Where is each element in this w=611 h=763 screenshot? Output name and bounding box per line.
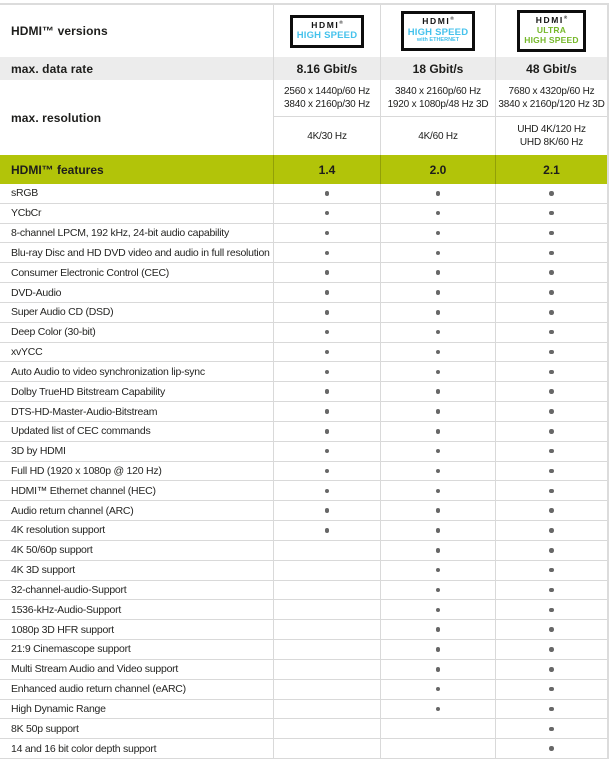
- support-dot-icon: [436, 667, 441, 672]
- hdmi-wordmark: HDMI®: [422, 16, 454, 27]
- support-cell: [380, 362, 495, 381]
- feature-label: Full HD (1920 x 1080p @ 120 Hz): [11, 465, 162, 477]
- support-cell: [380, 739, 495, 758]
- support-dot-icon: [436, 647, 441, 652]
- support-dot-icon: [549, 727, 554, 732]
- versions-row: [0, 5, 607, 57]
- feature-row: [0, 719, 607, 739]
- support-cell: [273, 620, 380, 639]
- feature-row: [0, 402, 607, 422]
- feature-label: Super Audio CD (DSD): [11, 306, 114, 319]
- support-dot-icon: [549, 667, 554, 672]
- feature-row: [0, 204, 607, 224]
- support-dot-icon: [549, 548, 554, 553]
- features-header-row: [0, 155, 607, 184]
- support-dot-icon: [436, 211, 441, 216]
- feature-label: DVD-Audio: [11, 286, 62, 299]
- support-cell: [380, 442, 495, 461]
- feature-label: DTS-HD-Master-Audio-Bitstream: [11, 405, 158, 418]
- feature-label: 1080p 3D HFR support: [11, 623, 114, 636]
- support-dot-icon: [436, 627, 441, 632]
- feature-label: 4K resolution support: [11, 524, 105, 537]
- feature-row: [0, 640, 607, 660]
- feature-row: [0, 243, 607, 263]
- support-dot-icon: [549, 310, 554, 315]
- support-dot-icon: [549, 568, 554, 573]
- badge-line: HIGH SPEED: [407, 26, 469, 38]
- support-cell: [273, 263, 380, 282]
- support-dot-icon: [549, 231, 554, 236]
- support-cell: [380, 462, 495, 481]
- support-dot-icon: [549, 370, 554, 375]
- feature-label: Deep Color (30-bit): [11, 326, 96, 339]
- support-dot-icon: [436, 568, 441, 573]
- support-dot-icon: [436, 251, 441, 256]
- support-cell: [495, 243, 607, 262]
- support-cell: [273, 640, 380, 659]
- support-cell: [495, 620, 607, 639]
- resolution-row: [0, 80, 607, 155]
- support-cell: [380, 224, 495, 243]
- support-cell: [380, 620, 495, 639]
- support-dot-icon: [549, 211, 554, 216]
- resolution-value: 4K/30 Hz: [273, 117, 380, 155]
- support-cell: [495, 719, 607, 738]
- feature-label: Updated list of CEC commands: [11, 425, 151, 438]
- support-dot-icon: [325, 270, 330, 275]
- feature-row: [0, 481, 607, 501]
- feature-row: [0, 541, 607, 561]
- support-dot-icon: [325, 449, 330, 454]
- data-rate-label: max. data rate: [11, 61, 94, 76]
- feature-label: xvYCC: [11, 346, 43, 359]
- support-cell: [495, 382, 607, 401]
- feature-row: [0, 382, 607, 402]
- feature-label: Audio return channel (ARC): [11, 504, 134, 517]
- feature-label: 4K 50/60p support: [11, 544, 93, 557]
- feature-label: 1536-kHz-Audio-Support: [11, 603, 122, 616]
- support-cell: [495, 640, 607, 659]
- support-cell: [495, 660, 607, 679]
- support-cell: [380, 561, 495, 580]
- resolution-value: 4K/60 Hz: [380, 117, 495, 155]
- support-cell: [495, 700, 607, 719]
- support-dot-icon: [549, 449, 554, 454]
- support-dot-icon: [436, 310, 441, 315]
- feature-row: [0, 303, 607, 323]
- feature-row: [0, 561, 607, 581]
- feature-row: [0, 224, 607, 244]
- support-dot-icon: [325, 251, 330, 256]
- hdmi-wordmark: HDMI®: [535, 15, 568, 26]
- support-cell: [495, 541, 607, 560]
- support-dot-icon: [549, 350, 554, 355]
- hdmi-high-speed-ethernet-logo-icon: [401, 11, 476, 51]
- support-cell: [273, 303, 380, 322]
- badge-line: HIGH SPEED: [296, 30, 358, 41]
- support-cell: [380, 581, 495, 600]
- support-cell: [273, 700, 380, 719]
- support-dot-icon: [549, 687, 554, 692]
- support-dot-icon: [436, 290, 441, 295]
- support-cell: [273, 680, 380, 699]
- support-cell: [495, 600, 607, 619]
- support-cell: [380, 521, 495, 540]
- support-cell: [273, 422, 380, 441]
- version-number: 2.0: [380, 155, 495, 184]
- support-cell: [380, 343, 495, 362]
- resolution-value: UHD 4K/120 Hz UHD 8K/60 Hz: [495, 117, 607, 155]
- support-dot-icon: [325, 330, 330, 335]
- support-dot-icon: [549, 330, 554, 335]
- hdmi-high-speed-logo-icon: [290, 15, 365, 48]
- features-header-label: HDMI™ features: [11, 162, 104, 177]
- support-cell: [495, 362, 607, 381]
- support-cell: [495, 481, 607, 500]
- support-cell: [380, 680, 495, 699]
- feature-row: [0, 600, 607, 620]
- hdmi-comparison-table: [0, 3, 609, 759]
- support-dot-icon: [436, 588, 441, 593]
- support-cell: [273, 600, 380, 619]
- support-cell: [380, 303, 495, 322]
- support-cell: [495, 224, 607, 243]
- support-cell: [495, 521, 607, 540]
- support-cell: [273, 243, 380, 262]
- support-dot-icon: [549, 429, 554, 434]
- data-rate-row: [0, 57, 607, 80]
- support-dot-icon: [436, 231, 441, 236]
- versions-cell-3: [495, 5, 607, 57]
- feature-label: Consumer Electronic Control (CEC): [11, 266, 170, 279]
- support-dot-icon: [549, 627, 554, 632]
- support-dot-icon: [325, 231, 330, 236]
- support-dot-icon: [436, 608, 441, 613]
- badge-subline: with ETHERNET: [416, 37, 460, 44]
- badge-line: HIGH SPEED: [524, 35, 579, 46]
- support-dot-icon: [549, 489, 554, 494]
- support-cell: [495, 343, 607, 362]
- support-dot-icon: [549, 270, 554, 275]
- feature-label: Dolby TrueHD Bitstream Capability: [11, 385, 165, 398]
- feature-row: [0, 263, 607, 283]
- support-cell: [380, 382, 495, 401]
- feature-label: 21:9 Cinemascope support: [11, 643, 131, 656]
- feature-label: Multi Stream Audio and Video support: [11, 663, 179, 676]
- support-cell: [380, 640, 495, 659]
- support-cell: [495, 283, 607, 302]
- support-cell: [273, 382, 380, 401]
- support-dot-icon: [549, 409, 554, 414]
- support-dot-icon: [549, 707, 554, 712]
- support-dot-icon: [436, 489, 441, 494]
- feature-row: [0, 521, 607, 541]
- support-dot-icon: [325, 370, 330, 375]
- support-cell: [273, 283, 380, 302]
- feature-row: [0, 581, 607, 601]
- support-dot-icon: [325, 211, 330, 216]
- support-cell: [380, 501, 495, 520]
- feature-label: 4K 3D support: [11, 564, 75, 577]
- resolution-label: max. resolution: [11, 110, 102, 125]
- support-dot-icon: [325, 528, 330, 533]
- feature-row: [0, 422, 607, 442]
- support-dot-icon: [549, 290, 554, 295]
- support-dot-icon: [325, 489, 330, 494]
- support-dot-icon: [436, 330, 441, 335]
- versions-cell-1: [273, 5, 380, 57]
- support-dot-icon: [325, 389, 330, 394]
- support-cell: [380, 700, 495, 719]
- support-dot-icon: [436, 191, 441, 196]
- feature-label: HDMI™ Ethernet channel (HEC): [11, 484, 156, 497]
- resolution-value: 3840 x 2160p/60 Hz 1920 x 1080p/48 Hz 3D: [380, 80, 495, 117]
- feature-row: [0, 184, 607, 204]
- support-dot-icon: [549, 508, 554, 513]
- feature-row: [0, 462, 607, 482]
- support-cell: [273, 204, 380, 223]
- support-cell: [273, 224, 380, 243]
- hdmi-ultra-high-speed-logo-icon: [517, 10, 585, 52]
- support-cell: [273, 442, 380, 461]
- version-number: 2.1: [495, 155, 607, 184]
- support-dot-icon: [549, 746, 554, 751]
- support-cell: [273, 481, 380, 500]
- support-cell: [273, 660, 380, 679]
- support-dot-icon: [436, 370, 441, 375]
- support-cell: [273, 184, 380, 203]
- support-cell: [273, 581, 380, 600]
- support-cell: [273, 521, 380, 540]
- support-dot-icon: [436, 409, 441, 414]
- feature-label: 8K 50p support: [11, 722, 79, 735]
- support-cell: [380, 184, 495, 203]
- support-cell: [273, 323, 380, 342]
- support-cell: [273, 362, 380, 381]
- data-rate-value: 48 Gbit/s: [495, 57, 607, 80]
- support-dot-icon: [436, 508, 441, 513]
- support-cell: [273, 402, 380, 421]
- support-dot-icon: [325, 191, 330, 196]
- features-body: [0, 184, 607, 759]
- version-number: 1.4: [273, 155, 380, 184]
- resolution-value: 7680 x 4320p/60 Hz 3840 x 2160p/120 Hz 3D: [495, 80, 607, 117]
- support-cell: [380, 481, 495, 500]
- support-cell: [380, 660, 495, 679]
- feature-row: [0, 700, 607, 720]
- support-dot-icon: [549, 528, 554, 533]
- support-dot-icon: [325, 508, 330, 513]
- support-cell: [380, 263, 495, 282]
- support-dot-icon: [325, 409, 330, 414]
- support-dot-icon: [436, 469, 441, 474]
- support-cell: [273, 561, 380, 580]
- resolution-value: 2560 x 1440p/60 Hz 3840 x 2160p/30 Hz: [273, 80, 380, 117]
- resolution-grid: [273, 80, 607, 155]
- feature-label: Auto Audio to video synchronization lip-sync: [11, 365, 205, 378]
- feature-row: [0, 283, 607, 303]
- feature-row: [0, 680, 607, 700]
- feature-label: 3D by HDMI: [11, 445, 66, 458]
- support-cell: [273, 541, 380, 560]
- support-cell: [380, 243, 495, 262]
- feature-label: 32-channel-audio-Support: [11, 583, 127, 596]
- support-dot-icon: [436, 528, 441, 533]
- support-cell: [495, 501, 607, 520]
- feature-row: [0, 501, 607, 521]
- feature-row: [0, 442, 607, 462]
- feature-label: Blu-ray Disc and HD DVD video and audio in full resolution: [11, 246, 270, 259]
- support-cell: [380, 323, 495, 342]
- support-cell: [495, 204, 607, 223]
- versions-label: HDMI™ versions: [11, 24, 108, 38]
- support-cell: [495, 402, 607, 421]
- data-rate-value: 18 Gbit/s: [380, 57, 495, 80]
- badge-line: ULTRA: [536, 25, 567, 36]
- support-dot-icon: [549, 191, 554, 196]
- support-dot-icon: [325, 469, 330, 474]
- support-cell: [495, 323, 607, 342]
- feature-row: [0, 739, 607, 759]
- support-cell: [495, 442, 607, 461]
- support-dot-icon: [325, 310, 330, 315]
- feature-row: [0, 620, 607, 640]
- support-dot-icon: [549, 608, 554, 613]
- support-cell: [380, 204, 495, 223]
- support-dot-icon: [436, 548, 441, 553]
- support-cell: [273, 739, 380, 758]
- feature-label: High Dynamic Range: [11, 702, 106, 715]
- support-cell: [380, 422, 495, 441]
- feature-label: Enhanced audio return channel (eARC): [11, 683, 186, 696]
- feature-row: [0, 343, 607, 363]
- support-cell: [273, 462, 380, 481]
- feature-label: 14 and 16 bit color depth support: [11, 742, 157, 755]
- support-cell: [495, 680, 607, 699]
- versions-cell-2: [380, 5, 495, 57]
- support-cell: [273, 343, 380, 362]
- support-cell: [495, 561, 607, 580]
- support-cell: [495, 184, 607, 203]
- support-dot-icon: [436, 270, 441, 275]
- support-dot-icon: [436, 707, 441, 712]
- feature-row: [0, 323, 607, 343]
- support-cell: [380, 283, 495, 302]
- support-cell: [380, 719, 495, 738]
- support-dot-icon: [549, 469, 554, 474]
- support-cell: [495, 263, 607, 282]
- support-cell: [495, 581, 607, 600]
- support-cell: [273, 501, 380, 520]
- feature-label: YCbCr: [11, 207, 42, 220]
- support-cell: [495, 739, 607, 758]
- feature-label: sRGB: [11, 187, 39, 200]
- hdmi-wordmark: HDMI®: [311, 19, 343, 30]
- data-rate-value: 8.16 Gbit/s: [273, 57, 380, 80]
- support-dot-icon: [436, 429, 441, 434]
- feature-row: [0, 660, 607, 680]
- support-dot-icon: [436, 350, 441, 355]
- support-cell: [380, 600, 495, 619]
- support-dot-icon: [325, 290, 330, 295]
- support-cell: [495, 462, 607, 481]
- support-dot-icon: [549, 588, 554, 593]
- support-cell: [273, 719, 380, 738]
- feature-row: [0, 362, 607, 382]
- support-cell: [495, 422, 607, 441]
- support-dot-icon: [549, 647, 554, 652]
- support-dot-icon: [436, 449, 441, 454]
- support-dot-icon: [325, 350, 330, 355]
- support-cell: [495, 303, 607, 322]
- support-dot-icon: [549, 251, 554, 256]
- support-cell: [380, 402, 495, 421]
- support-dot-icon: [436, 687, 441, 692]
- support-dot-icon: [549, 389, 554, 394]
- support-dot-icon: [436, 389, 441, 394]
- feature-label: 8-channel LPCM, 192 kHz, 24-bit audio capability: [11, 227, 229, 240]
- support-cell: [380, 541, 495, 560]
- support-dot-icon: [325, 429, 330, 434]
